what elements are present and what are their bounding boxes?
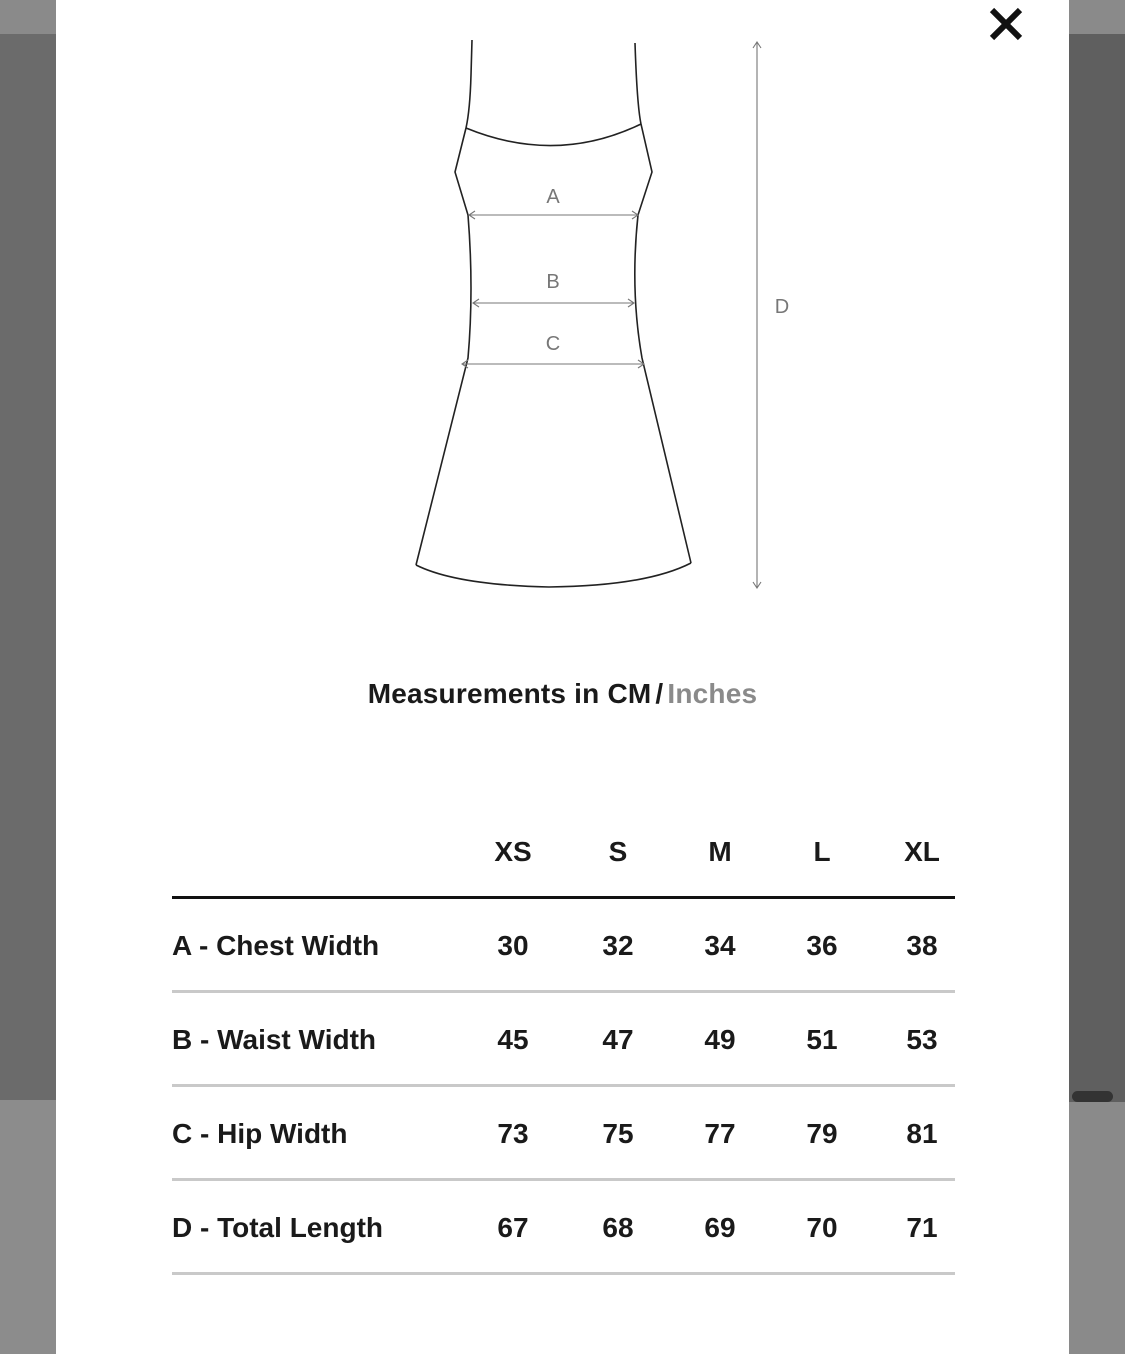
label-a: A	[546, 186, 560, 208]
row-label: C - Hip Width	[172, 1118, 348, 1149]
unit-heading	[56, 678, 1069, 710]
size-header-l: L	[813, 836, 831, 867]
table-cell: 81	[906, 1118, 938, 1149]
row-divider	[172, 1272, 955, 1275]
unit-inches-toggle[interactable]: Inches	[667, 678, 758, 709]
dress-outline	[416, 40, 691, 587]
table-cell: 53	[906, 1024, 938, 1055]
table-cell: 70	[806, 1212, 838, 1243]
row-divider	[172, 990, 955, 993]
table-cell: 77	[704, 1118, 736, 1149]
table-cell: 79	[806, 1118, 838, 1149]
size-header-xl: XL	[904, 836, 940, 867]
unit-cm-label: Measurements in CM	[367, 678, 652, 709]
table-cell: 30	[497, 930, 529, 961]
size-header-xs: XS	[494, 836, 532, 867]
backdrop-left	[0, 0, 56, 1354]
measure-lines	[462, 42, 761, 588]
scrollbar-thumb[interactable]	[1072, 1091, 1113, 1102]
header-divider	[172, 896, 955, 899]
dress-diagram	[56, 0, 1069, 620]
backdrop-right	[1069, 0, 1125, 1354]
table-cell: 34	[704, 930, 736, 961]
size-header-s: S	[608, 836, 628, 867]
row-label: B - Waist Width	[172, 1024, 377, 1055]
table-cell: 38	[906, 930, 938, 961]
table-cell: 47	[602, 1024, 634, 1055]
table-cell: 75	[602, 1118, 634, 1149]
table-cell: 68	[602, 1212, 634, 1243]
row-label: D - Total Length	[172, 1212, 383, 1243]
label-d: D	[774, 296, 790, 318]
table-cell: 45	[497, 1024, 529, 1055]
label-c: C	[545, 333, 561, 355]
unit-separator: /	[655, 678, 664, 709]
table-cell: 51	[806, 1024, 838, 1055]
table-cell: 67	[497, 1212, 529, 1243]
row-label: A - Chest Width	[172, 930, 380, 961]
size-guide-modal	[56, 0, 1069, 1354]
label-b: B	[546, 271, 560, 293]
table-cell: 32	[602, 930, 634, 961]
table-cell: 36	[806, 930, 838, 961]
row-divider	[172, 1084, 955, 1087]
row-divider	[172, 1178, 955, 1181]
table-cell: 49	[704, 1024, 736, 1055]
table-cell: 73	[497, 1118, 529, 1149]
table-cell: 69	[704, 1212, 736, 1243]
size-header-m: M	[708, 836, 732, 867]
table-cell: 71	[906, 1212, 938, 1243]
